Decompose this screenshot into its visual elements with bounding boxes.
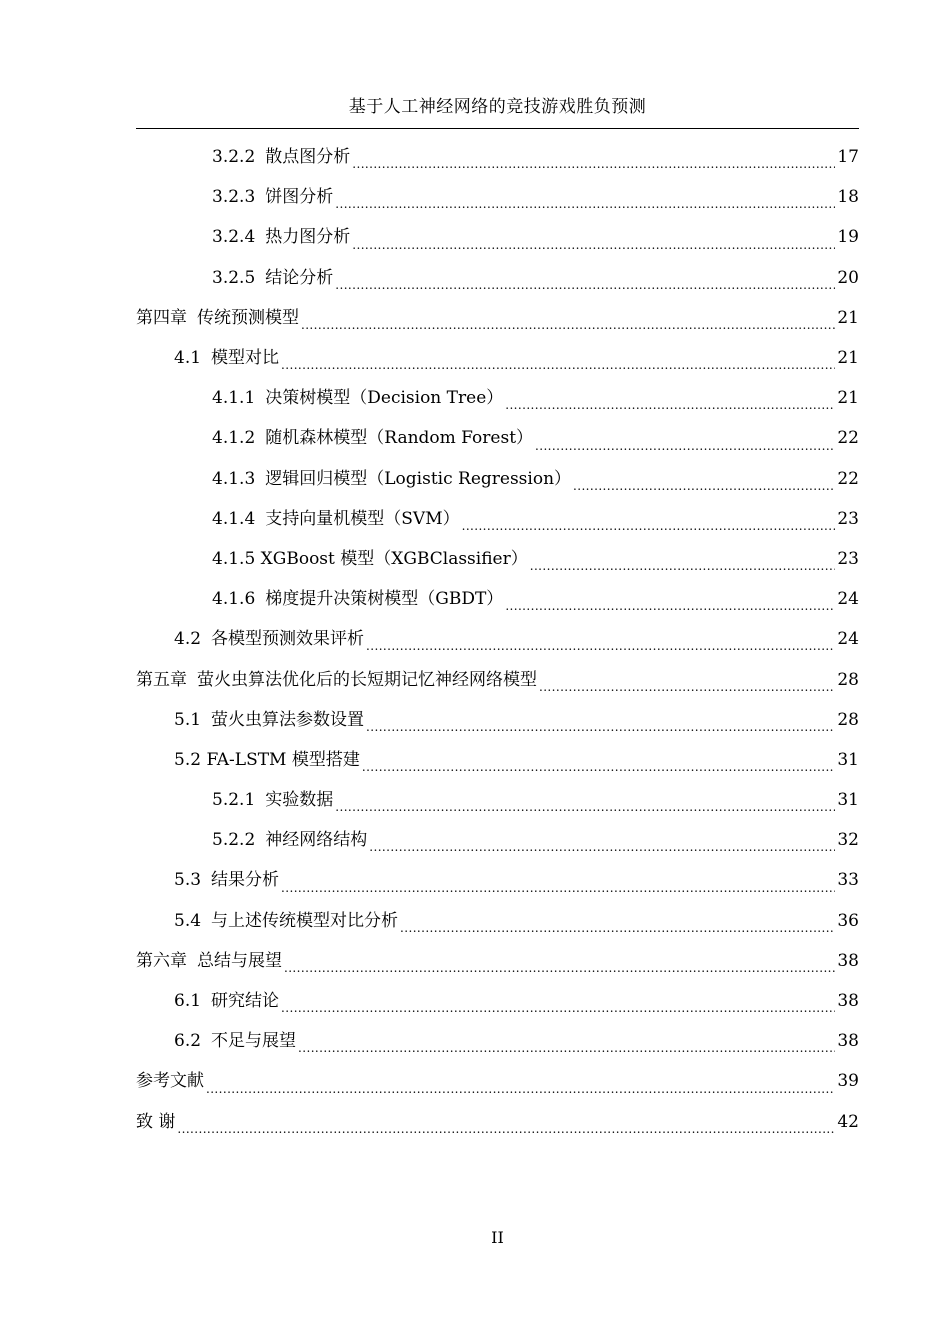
toc-entry-title: 传统预测模型: [197, 307, 299, 328]
toc-entry-number: 3.2.4: [212, 227, 256, 248]
toc-dot-leader: [281, 875, 835, 901]
toc-entry-title: 模型对比: [211, 348, 280, 369]
page-number: II: [491, 1228, 504, 1247]
toc-entry[interactable]: [136, 820, 859, 860]
toc-entry-title: 4.1.5 XGBoost 模型（XGBClassifier）: [212, 548, 528, 569]
toc-dot-leader: [362, 754, 835, 780]
toc-entry-number: 4.1.4: [212, 508, 256, 529]
toc-dot-leader: [284, 955, 835, 981]
toc-entry-page: 24: [837, 589, 859, 610]
toc-dot-leader: [206, 1076, 835, 1102]
toc-entry-title: 神经网络结构: [265, 830, 368, 851]
toc-entry[interactable]: [136, 941, 859, 981]
toc-entry-title: 5.2 FA-LSTM 模型搭建: [174, 749, 360, 770]
toc-entry[interactable]: [136, 579, 859, 619]
toc-dot-leader: [369, 834, 835, 860]
toc-entry[interactable]: [136, 659, 859, 699]
header-rule: [136, 128, 859, 129]
toc-entry-number: 3.2.2: [212, 147, 256, 168]
toc-dot-leader: [539, 674, 835, 700]
toc-entry-title: 萤火虫算法参数设置: [211, 709, 365, 730]
toc-entry-page: 24: [837, 629, 859, 650]
toc-entry-title: 散点图分析: [265, 147, 351, 168]
toc-entry-page: 38: [837, 950, 859, 971]
toc-entry[interactable]: [136, 217, 859, 257]
toc-entry-page: 20: [837, 267, 859, 288]
toc-entry-title: 不足与展望: [211, 1031, 297, 1052]
toc-entry-title: 结果分析: [211, 870, 280, 891]
toc-entry-title: 研究结论: [211, 991, 280, 1012]
toc-entry-page: 39: [837, 1071, 859, 1092]
running-header: 基于人工神经网络的竞技游戏胜负预测: [348, 97, 647, 117]
toc-entry-number: 5.3: [174, 870, 202, 891]
toc-entry-number: 6.1: [174, 991, 202, 1012]
toc-entry[interactable]: [136, 539, 859, 579]
toc-entry-page: 17: [837, 147, 859, 168]
toc-entry-page: 32: [837, 830, 859, 851]
toc-dot-leader: [335, 794, 835, 820]
toc-entry[interactable]: [136, 338, 859, 378]
toc-entry-title: 随机森林模型（Random Forest）: [265, 428, 534, 449]
toc-entry[interactable]: [136, 258, 859, 298]
toc-entry-page: 38: [837, 991, 859, 1012]
toc-entry-number: 4.1: [174, 348, 202, 369]
toc-entry-number: 6.2: [174, 1031, 202, 1052]
toc-entry-title: 梯度提升决策树模型（GBDT）: [265, 589, 504, 610]
toc-entry-page: 22: [837, 468, 859, 489]
toc-dot-leader: [352, 232, 835, 258]
toc-entry-number: 3.2.3: [212, 187, 256, 208]
toc-entry-number: 第六章: [136, 950, 187, 971]
toc-entry[interactable]: [136, 378, 859, 418]
toc-entry-title: 致 谢: [136, 1111, 176, 1132]
toc-entry-title: 总结与展望: [197, 950, 282, 971]
table-of-contents: [136, 137, 859, 1142]
toc-entry[interactable]: [136, 1021, 859, 1061]
toc-entry[interactable]: [136, 780, 859, 820]
toc-entry-page: 23: [837, 508, 859, 529]
toc-entry-page: 31: [837, 749, 859, 770]
toc-entry[interactable]: [136, 860, 859, 900]
toc-dot-leader: [462, 513, 836, 539]
toc-entry[interactable]: [136, 700, 859, 740]
toc-dot-leader: [505, 392, 835, 418]
toc-entry-title: 逻辑回归模型（Logistic Regression）: [265, 468, 572, 489]
toc-dot-leader: [281, 352, 835, 378]
toc-entry[interactable]: [136, 418, 859, 458]
toc-entry-number: 第四章: [136, 307, 187, 328]
toc-entry-page: 21: [837, 388, 859, 409]
toc-entry[interactable]: [136, 619, 859, 659]
toc-entry-title: 各模型预测效果评析: [211, 629, 365, 650]
toc-dot-leader: [366, 714, 835, 740]
toc-entry-title: 支持向量机模型（SVM）: [265, 508, 460, 529]
toc-dot-leader: [301, 312, 835, 338]
toc-entry-number: 4.2: [174, 629, 202, 650]
toc-entry-page: 38: [837, 1031, 859, 1052]
toc-entry-title: 热力图分析: [265, 227, 351, 248]
toc-entry-page: 36: [837, 910, 859, 931]
toc-entry[interactable]: [136, 177, 859, 217]
toc-entry-page: 42: [837, 1111, 859, 1132]
toc-entry-page: 23: [837, 548, 859, 569]
toc-entry-page: 18: [837, 187, 859, 208]
toc-entry-page: 28: [837, 709, 859, 730]
toc-entry[interactable]: [136, 901, 859, 941]
toc-entry-number: 4.1.2: [212, 428, 256, 449]
toc-entry-number: 4.1.6: [212, 589, 256, 610]
toc-dot-leader: [335, 272, 835, 298]
toc-dot-leader: [530, 553, 836, 579]
toc-entry-page: 19: [837, 227, 859, 248]
toc-entry[interactable]: [136, 137, 859, 177]
toc-entry-page: 33: [837, 870, 859, 891]
toc-dot-leader: [535, 433, 835, 459]
toc-entry-title: 实验数据: [265, 790, 334, 811]
toc-entry-title: 决策树模型（Decision Tree）: [265, 388, 504, 409]
toc-dot-leader: [335, 191, 835, 217]
toc-dot-leader: [281, 995, 835, 1021]
toc-dot-leader: [400, 915, 835, 941]
toc-entry-title: 与上述传统模型对比分析: [211, 910, 399, 931]
toc-entry[interactable]: [136, 459, 859, 499]
toc-entry[interactable]: [136, 1102, 859, 1142]
toc-dot-leader: [366, 633, 835, 659]
toc-entry[interactable]: [136, 740, 859, 780]
toc-dot-leader: [177, 1116, 835, 1142]
toc-entry-page: 28: [837, 669, 859, 690]
toc-entry-number: 5.1: [174, 709, 202, 730]
toc-entry-number: 5.2.2: [212, 830, 256, 851]
toc-entry-page: 21: [837, 348, 859, 369]
toc-entry-title: 参考文献: [136, 1071, 204, 1092]
toc-entry[interactable]: [136, 981, 859, 1021]
toc-entry-number: 4.1.3: [212, 468, 256, 489]
toc-entry-number: 3.2.5: [212, 267, 256, 288]
toc-entry-page: 22: [837, 428, 859, 449]
toc-dot-leader: [298, 1035, 835, 1061]
toc-entry-title: 饼图分析: [265, 187, 334, 208]
toc-entry[interactable]: [136, 499, 859, 539]
toc-entry-page: 21: [837, 307, 859, 328]
toc-dot-leader: [573, 473, 835, 499]
toc-entry[interactable]: [136, 1061, 859, 1101]
toc-entry[interactable]: [136, 298, 859, 338]
toc-entry-number: 第五章: [136, 669, 187, 690]
toc-entry-title: 结论分析: [265, 267, 334, 288]
toc-entry-title: 萤火虫算法优化后的长短期记忆神经网络模型: [197, 669, 537, 690]
toc-entry-number: 4.1.1: [212, 388, 256, 409]
toc-entry-number: 5.2.1: [212, 790, 256, 811]
toc-entry-page: 31: [837, 790, 859, 811]
toc-entry-number: 5.4: [174, 910, 202, 931]
toc-dot-leader: [505, 593, 835, 619]
toc-dot-leader: [352, 151, 835, 177]
